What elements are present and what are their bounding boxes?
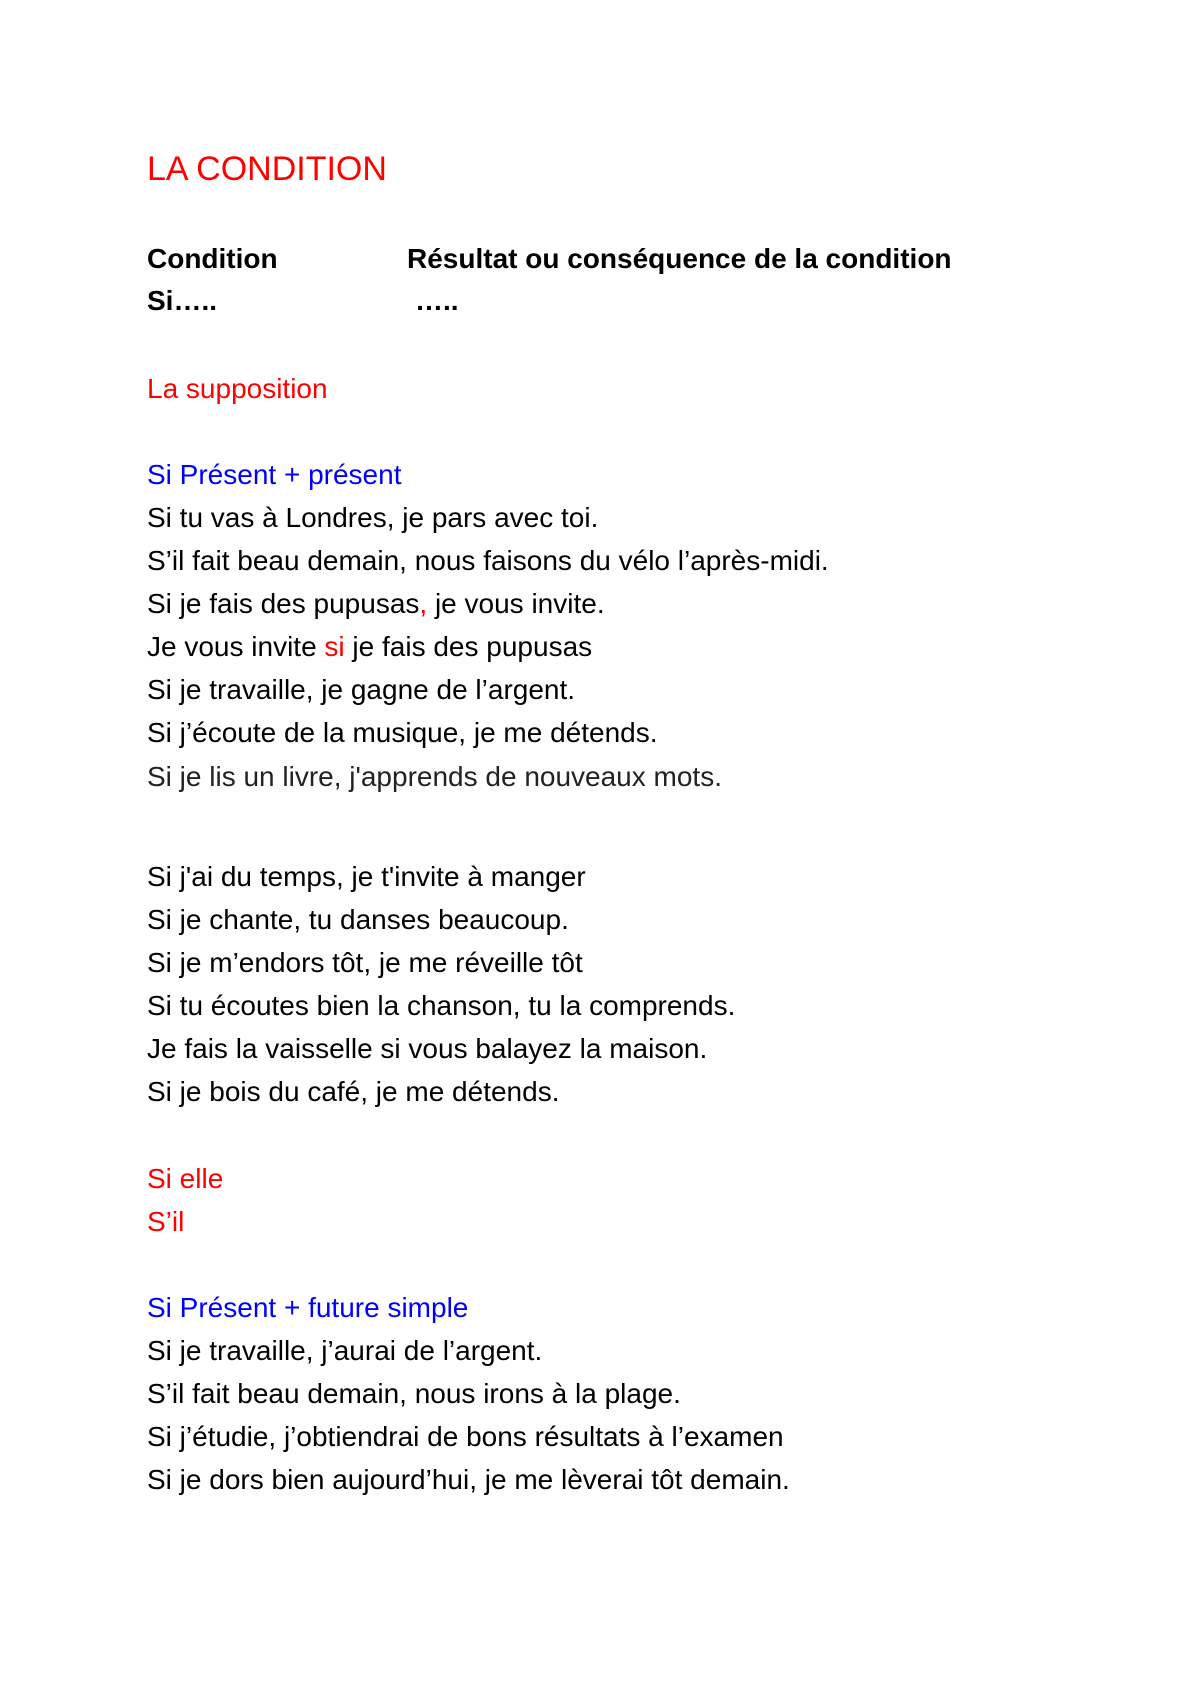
example-line: Si tu vas à Londres, je pars avec toi. (147, 502, 599, 533)
header-condition: Condition (147, 243, 278, 274)
example-line (147, 587, 605, 621)
example-line: Si je travaille, je gagne de l’argent. (147, 674, 576, 705)
example-fragment: je vous invite. (427, 588, 605, 619)
example-line (147, 630, 592, 664)
example-line: Si je travaille, j’aurai de l’argent. (147, 1335, 543, 1366)
subheading-present-future: Si Présent + future simple (147, 1292, 469, 1323)
si-condition: Si….. (147, 285, 218, 316)
page-title: LA CONDITION (147, 150, 387, 188)
example-fragment: Si je fais des pupusas (147, 588, 420, 619)
elision-example: Si elle (147, 1163, 224, 1194)
example-line: S’il fait beau demain, nous irons à la plage. (147, 1378, 681, 1409)
example-line: Si je chante, tu danses beaucoup. (147, 904, 569, 935)
example-line: Si je lis un livre, j'apprends de nouveaux mots. (147, 761, 722, 792)
example-line: Si j'ai du temps, je t'invite à manger (147, 861, 586, 892)
subheading-present-present: Si Présent + présent (147, 459, 402, 490)
example-line: Je fais la vaisselle si vous balayez la maison. (147, 1033, 708, 1064)
header-result: Résultat ou conséquence de la condition (407, 243, 952, 274)
example-line: Si je m’endors tôt, je me réveille tôt (147, 947, 583, 978)
section-heading-supposition: La supposition (147, 373, 328, 404)
example-line: S’il fait beau demain, nous faisons du vélo l’après-midi. (147, 545, 829, 576)
header-row (147, 242, 1047, 276)
highlighted-si: si (324, 631, 345, 662)
example-line: Si je dors bien aujourd’hui, je me lèverai tôt demain. (147, 1464, 790, 1495)
elision-example: S’il (147, 1206, 185, 1237)
example-line: Si j’étudie, j’obtiendrai de bons résultats à l’examen (147, 1421, 784, 1452)
si-result: ….. (415, 285, 459, 316)
example-line: Si je bois du café, je me détends. (147, 1076, 560, 1107)
example-fragment: Je vous invite (147, 631, 325, 662)
example-fragment: je fais des pupusas (344, 631, 593, 662)
si-row (147, 284, 1047, 318)
example-line: Si j’écoute de la musique, je me détends. (147, 717, 658, 748)
example-line: Si tu écoutes bien la chanson, tu la comprends. (147, 990, 736, 1021)
highlighted-comma: , (419, 588, 428, 619)
